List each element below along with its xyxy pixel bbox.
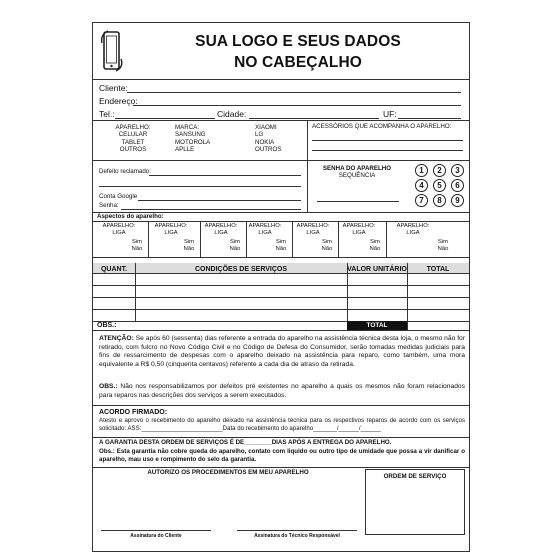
aspect-sim-nao-6: Sim Não: [369, 239, 381, 252]
defeito-field-2[interactable]: [99, 186, 301, 187]
defeito-label: Defeito reclamado:: [99, 168, 151, 175]
atencao-text: Se após 60 (sessenta) dias referente a entrada do aparelho na assistência técnica desta loja, o mesmo não for retirado, com fulcro no Novo Código Civil e no Código de Defesa do Consumidor, serão tomadas medidas judiciais para fins de ressarcimento de despesas com o aparelho deixado na assistência para reparo, como também, uma mora equivalente a R$ 0,50 (cinquenta centavos) referente a cada dia de atraso da retirada.: [99, 335, 465, 368]
assinatura-cliente-label: Assinatura do Cliente: [130, 533, 182, 539]
defeito-field[interactable]: [149, 175, 301, 176]
marca-options: [175, 124, 210, 154]
option-motorola[interactable]: MOTOROLA: [175, 138, 211, 146]
ordem-servico-label: ORDEM DE SERVIÇO: [383, 473, 447, 480]
table-row[interactable]: [93, 309, 469, 310]
obs-paragraph: [99, 383, 465, 400]
conta-google-field[interactable]: [138, 200, 301, 201]
divider: [307, 120, 308, 160]
assinatura-tecnico-label: Assinatura do Técnico Responsável: [254, 533, 340, 539]
senha-field[interactable]: [121, 209, 301, 210]
divider: [93, 405, 469, 406]
divider: [93, 437, 469, 438]
acordo-text: Atesto e aprovo o recebimento do aparelho deixado na assistência técnica para os respectivos reparos de acordo com os serviços solicitado: ASS:________________________Data do recebimento do aparelho_______/______/______: [99, 417, 465, 432]
aspect-sim-nao-2: Sim Não: [183, 239, 195, 252]
option-apple[interactable]: APLLE: [175, 146, 195, 154]
option-sansung[interactable]: SANSUNG: [175, 131, 206, 139]
aspect-sim-nao-3: Sim Não: [229, 239, 241, 252]
pattern-dot-8[interactable]: 8: [433, 194, 446, 207]
aspect-cell-1[interactable]: APARELHO: LIGA: [102, 223, 136, 236]
option-aparelho: APARELHO:: [115, 124, 151, 131]
table-row[interactable]: [93, 285, 469, 286]
aspectos-title: Aspectos do aparelho:: [97, 213, 164, 220]
col-quant: QUANT.: [100, 266, 128, 273]
autorizo-label: AUTORIZO OS PROCEDIMENTOS EM MEU APARELHO: [147, 469, 309, 476]
pattern-dot-1[interactable]: 1: [415, 164, 428, 177]
option-outros-marca[interactable]: OUTROS: [255, 146, 282, 154]
endereco-field[interactable]: [133, 105, 461, 106]
total-label: TOTAL: [347, 321, 407, 330]
option-tablet[interactable]: TABLET: [121, 138, 145, 146]
assinatura-tecnico-line[interactable]: [237, 530, 357, 531]
sequencia-field[interactable]: [317, 201, 399, 202]
col-condicoes: CONDIÇÕES DE SERVIÇOS: [194, 266, 288, 273]
obs-label: OBS.:: [97, 322, 117, 329]
cliente-label: Cliente:: [99, 83, 128, 93]
aspect-cell-5[interactable]: APARELHO: LIGA: [296, 223, 330, 236]
table-row[interactable]: [93, 321, 469, 322]
aparelho-options: [113, 124, 153, 154]
aspects-row: [93, 221, 469, 262]
pattern-dot-2[interactable]: 2: [433, 164, 446, 177]
pattern-dot-3[interactable]: 3: [451, 164, 464, 177]
acessorios-line-2[interactable]: [312, 150, 463, 151]
obs-title: OBS.:: [99, 383, 118, 390]
endereco-label: Endereço:: [99, 96, 138, 106]
pattern-dot-4[interactable]: 4: [415, 179, 428, 192]
tel-label: Tel.:: [99, 109, 115, 119]
pattern-dot-7[interactable]: 7: [415, 194, 428, 207]
aspect-sim-nao-4: Sim Não: [275, 239, 287, 252]
divider: [93, 160, 469, 161]
cidade-field[interactable]: [249, 118, 379, 119]
header-line-1: SUA LOGO E SEUS DADOS: [195, 33, 401, 50]
senha-aparelho-label: SENHA DO APARELHO: [322, 165, 392, 172]
option-celular[interactable]: CELULAR: [118, 131, 148, 139]
garantia-obs: Obs.: Esta garantia não cobre queda do aparelho, contato com liquido ou outro tipo de umidade que possa a vir danificar o aparelho, mau uso e rompimento do selo da garantia.: [99, 448, 465, 463]
pattern-dot-5[interactable]: 5: [433, 179, 446, 192]
option-marca: MARCA:: [175, 124, 200, 131]
pattern-dot-6[interactable]: 6: [451, 179, 464, 192]
uf-label: UF:: [383, 109, 397, 119]
divider: [93, 79, 469, 80]
marca-options-2: [255, 124, 281, 154]
senha-label: Senha:: [99, 202, 119, 209]
ordem-servico-box[interactable]: [365, 469, 465, 535]
option-xiaomi[interactable]: XIAOMI: [255, 124, 277, 131]
acordo-title: ACORDO FIRMADO:: [99, 409, 168, 416]
pattern-dot-9[interactable]: 9: [451, 194, 464, 207]
acessorios-label: ACESSÓRIOS QUE ACOMPANHA O APARELHO:: [312, 123, 452, 130]
phone-logo-icon: [101, 29, 123, 73]
obs-text: Não nos responsabilizamos por defeitos pré existentes no aparelho a quais os mesmos não foram relacionados para reparos nas descrições dos serviços a serem executados.: [99, 383, 465, 399]
garantia-line: A GARANTIA DESTA ORDEM DE SERVIÇOS É DE________DIAS APÓS A ENTREGA DO APARELHO.: [99, 439, 392, 446]
divider: [307, 160, 308, 212]
cidade-label: Cidade:: [217, 109, 247, 119]
aspect-cell-3[interactable]: APARELHO: LIGA: [204, 223, 238, 236]
aspect-cell-7[interactable]: APARELHO: LIGA: [396, 223, 430, 236]
col-valor: VALOR UNITÁRIO: [347, 266, 407, 273]
divider: [93, 467, 469, 468]
divider: [93, 120, 469, 121]
aspect-sim-nao-1: Sim Não: [131, 239, 143, 252]
option-outros[interactable]: OUTROS: [119, 146, 147, 154]
uf-field[interactable]: [398, 118, 461, 119]
atencao-title: ATENÇÃO:: [99, 335, 134, 342]
col-total: TOTAL: [426, 266, 450, 273]
assinatura-cliente-line[interactable]: [101, 530, 211, 531]
option-lg[interactable]: LG: [255, 131, 264, 139]
header-line-2: NO CABEÇALHO: [234, 54, 362, 71]
aspect-sim-nao-7: Sim Não: [437, 239, 449, 252]
tel-field[interactable]: [115, 118, 215, 119]
sequencia-label: SEQUÊNCIA: [338, 172, 376, 179]
table-row[interactable]: [93, 297, 469, 298]
aspect-cell-6[interactable]: APARELHO: LIGA: [342, 223, 376, 236]
acessorios-line-1[interactable]: [312, 140, 463, 141]
cliente-field[interactable]: [127, 92, 461, 93]
aspect-cell-4[interactable]: APARELHO: LIGA: [248, 223, 282, 236]
aspect-cell-2[interactable]: APARELHO: LIGA: [154, 223, 188, 236]
option-nokia[interactable]: NOKIA: [255, 138, 275, 146]
service-order-form: [92, 22, 470, 552]
atencao-paragraph: [99, 335, 465, 369]
header-title: [133, 31, 463, 73]
aspect-sim-nao-5: Sim Não: [321, 239, 333, 252]
conta-google-label: Conta Google: [99, 193, 138, 200]
